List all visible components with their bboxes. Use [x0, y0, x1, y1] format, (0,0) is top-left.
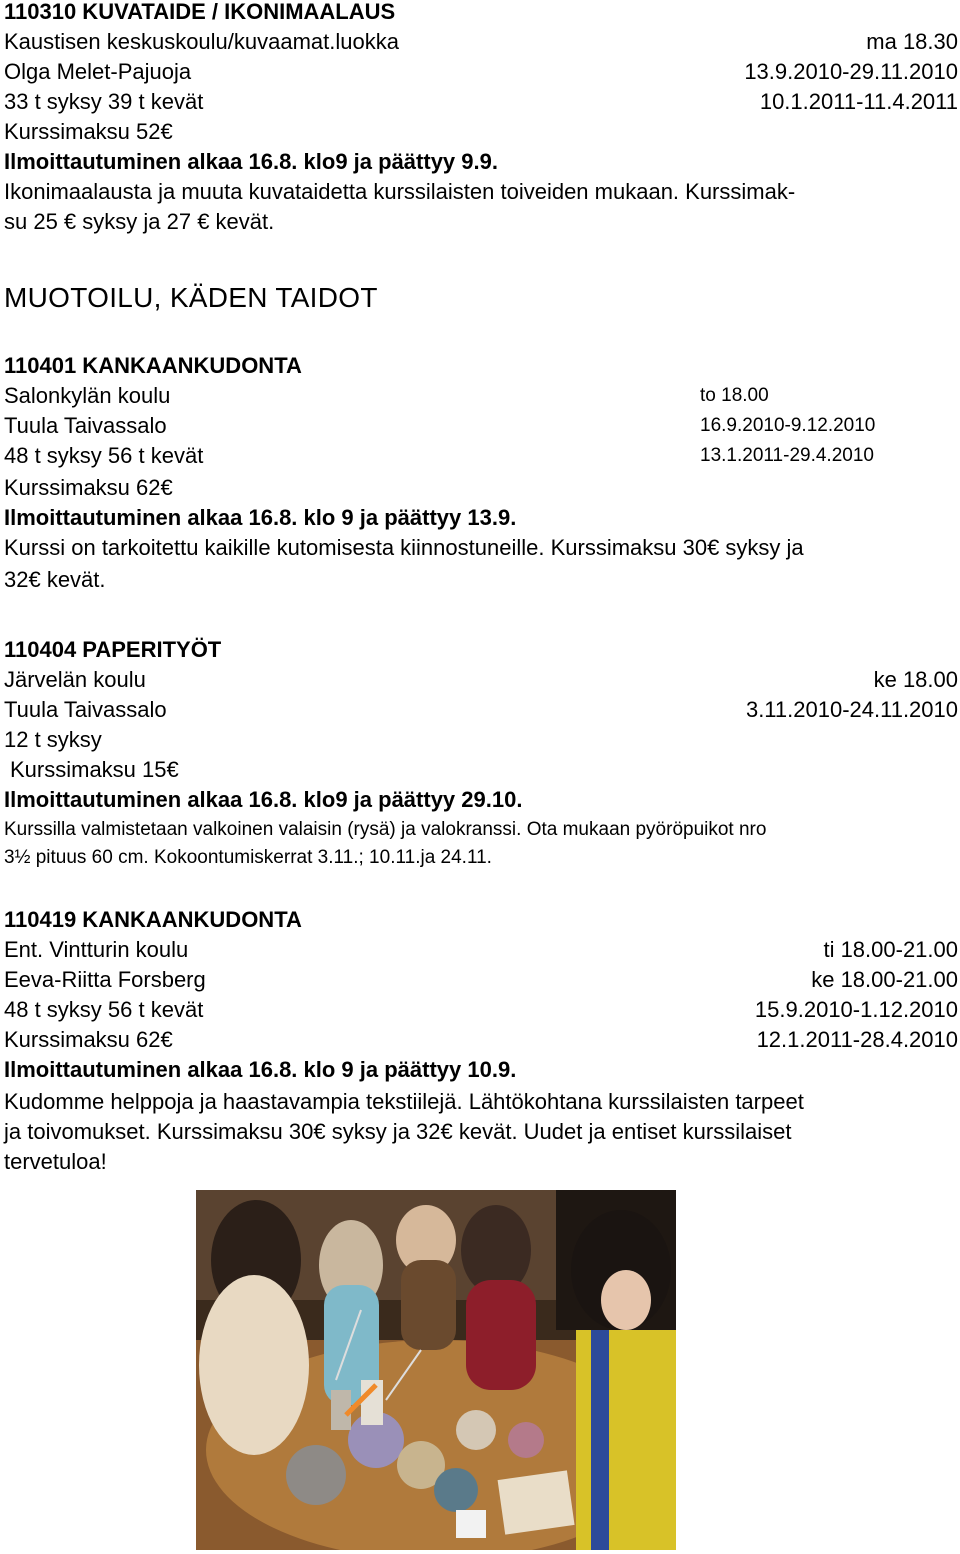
course-registration: Ilmoittautuminen alkaa 16.8. klo9 ja päättyy 9.9. [4, 149, 498, 174]
course-hours: 48 t syksy 56 t kevät [4, 997, 204, 1022]
course-teacher-row [4, 966, 958, 994]
course-teacher-row [4, 58, 958, 86]
course-hours: 33 t syksy 39 t kevät [4, 89, 204, 114]
course-description: 32€ kevät. [4, 567, 106, 592]
course-time: ma 18.30 [866, 29, 958, 54]
course-place-row [4, 936, 958, 964]
course-fee: Kurssimaksu 15€ [10, 757, 179, 782]
course-registration: Ilmoittautuminen alkaa 16.8. klo 9 ja päättyy 13.9. [4, 505, 517, 530]
course-fee: Kurssimaksu 52€ [4, 119, 173, 144]
course-title: 110404 PAPERITYÖT [4, 637, 222, 662]
course-hours-row [4, 88, 958, 116]
course-place-row [4, 666, 958, 694]
course-teacher-row [4, 696, 958, 724]
course-description: 3½ pituus 60 cm. Kokoontumiskerrat 3.11.; 10.11.ja 24.11. [4, 847, 492, 868]
course-time: ke 18.00-21.00 [811, 967, 958, 992]
course-hours-row [4, 442, 958, 470]
course-time: ke 18.00 [873, 667, 958, 692]
course-fee: Kurssimaksu 62€ [4, 1027, 173, 1052]
photo-illustration [196, 1190, 676, 1550]
course-description: su 25 € syksy ja 27 € kevät. [4, 209, 275, 234]
course-hours: 12 t syksy [4, 727, 102, 752]
course-description: Kurssi on tarkoitettu kaikille kutomisesta kiinnostuneille. Kurssimaksu 30€ syksy ja [4, 535, 804, 560]
course-time: ti 18.00-21.00 [823, 937, 958, 962]
course-description: tervetuloa! [4, 1149, 107, 1174]
course-teacher: Tuula Taivassalo [4, 413, 167, 438]
knitting-class-photo [196, 1190, 676, 1550]
course-dates: 13.1.2011-29.4.2010 [700, 445, 874, 466]
course-description: Kudomme helppoja ja haastavampia tekstiilejä. Lähtökohtana kurssilaisten tarpeet [4, 1089, 804, 1114]
course-description: Ikonimaalausta ja muuta kuvataidetta kurssilaisten toiveiden mukaan. Kurssimak- [4, 179, 796, 204]
course-teacher: Tuula Taivassalo [4, 697, 167, 722]
course-time: to 18.00 [700, 385, 769, 406]
course-place-row [4, 28, 958, 56]
course-place: Ent. Vintturin koulu [4, 937, 189, 962]
section-heading: MUOTOILU, KÄDEN TAIDOT [4, 282, 378, 313]
course-teacher: Olga Melet-Pajuoja [4, 59, 192, 84]
course-title: 110401 KANKAANKUDONTA [4, 353, 302, 378]
course-description: ja toivomukset. Kurssimaksu 30€ syksy ja 32€ kevät. Uudet ja entiset kurssilaiset [4, 1119, 792, 1144]
course-teacher: Eeva-Riitta Forsberg [4, 967, 206, 992]
course-teacher-row [4, 412, 958, 440]
course-dates: 12.1.2011-28.4.2010 [756, 1027, 958, 1052]
course-dates: 15.9.2010-1.12.2010 [754, 997, 958, 1022]
course-place: Kaustisen keskuskoulu/kuvaamat.luokka [4, 29, 399, 54]
course-place: Salonkylän koulu [4, 383, 171, 408]
course-title: 110419 KANKAANKUDONTA [4, 907, 302, 932]
course-hours-row [4, 996, 958, 1024]
course-registration: Ilmoittautuminen alkaa 16.8. klo 9 ja päättyy 10.9. [4, 1057, 517, 1082]
course-place-row [4, 382, 958, 410]
course-title: 110310 KUVATAIDE / IKONIMAALAUS [4, 0, 396, 24]
course-place: Järvelän koulu [4, 667, 146, 692]
course-fee-row [4, 1026, 958, 1054]
course-fee: Kurssimaksu 62€ [4, 475, 173, 500]
course-description: Kurssilla valmistetaan valkoinen valaisin (rysä) ja valokranssi. Ota mukaan pyöröpuikot nro [4, 819, 767, 840]
course-registration: Ilmoittautuminen alkaa 16.8. klo9 ja päättyy 29.10. [4, 787, 523, 812]
course-hours: 48 t syksy 56 t kevät [4, 443, 204, 468]
course-dates: 13.9.2010-29.11.2010 [744, 59, 958, 84]
course-dates: 10.1.2011-11.4.2011 [759, 89, 958, 114]
course-dates: 3.11.2010-24.11.2010 [745, 697, 958, 722]
course-dates: 16.9.2010-9.12.2010 [700, 415, 876, 436]
